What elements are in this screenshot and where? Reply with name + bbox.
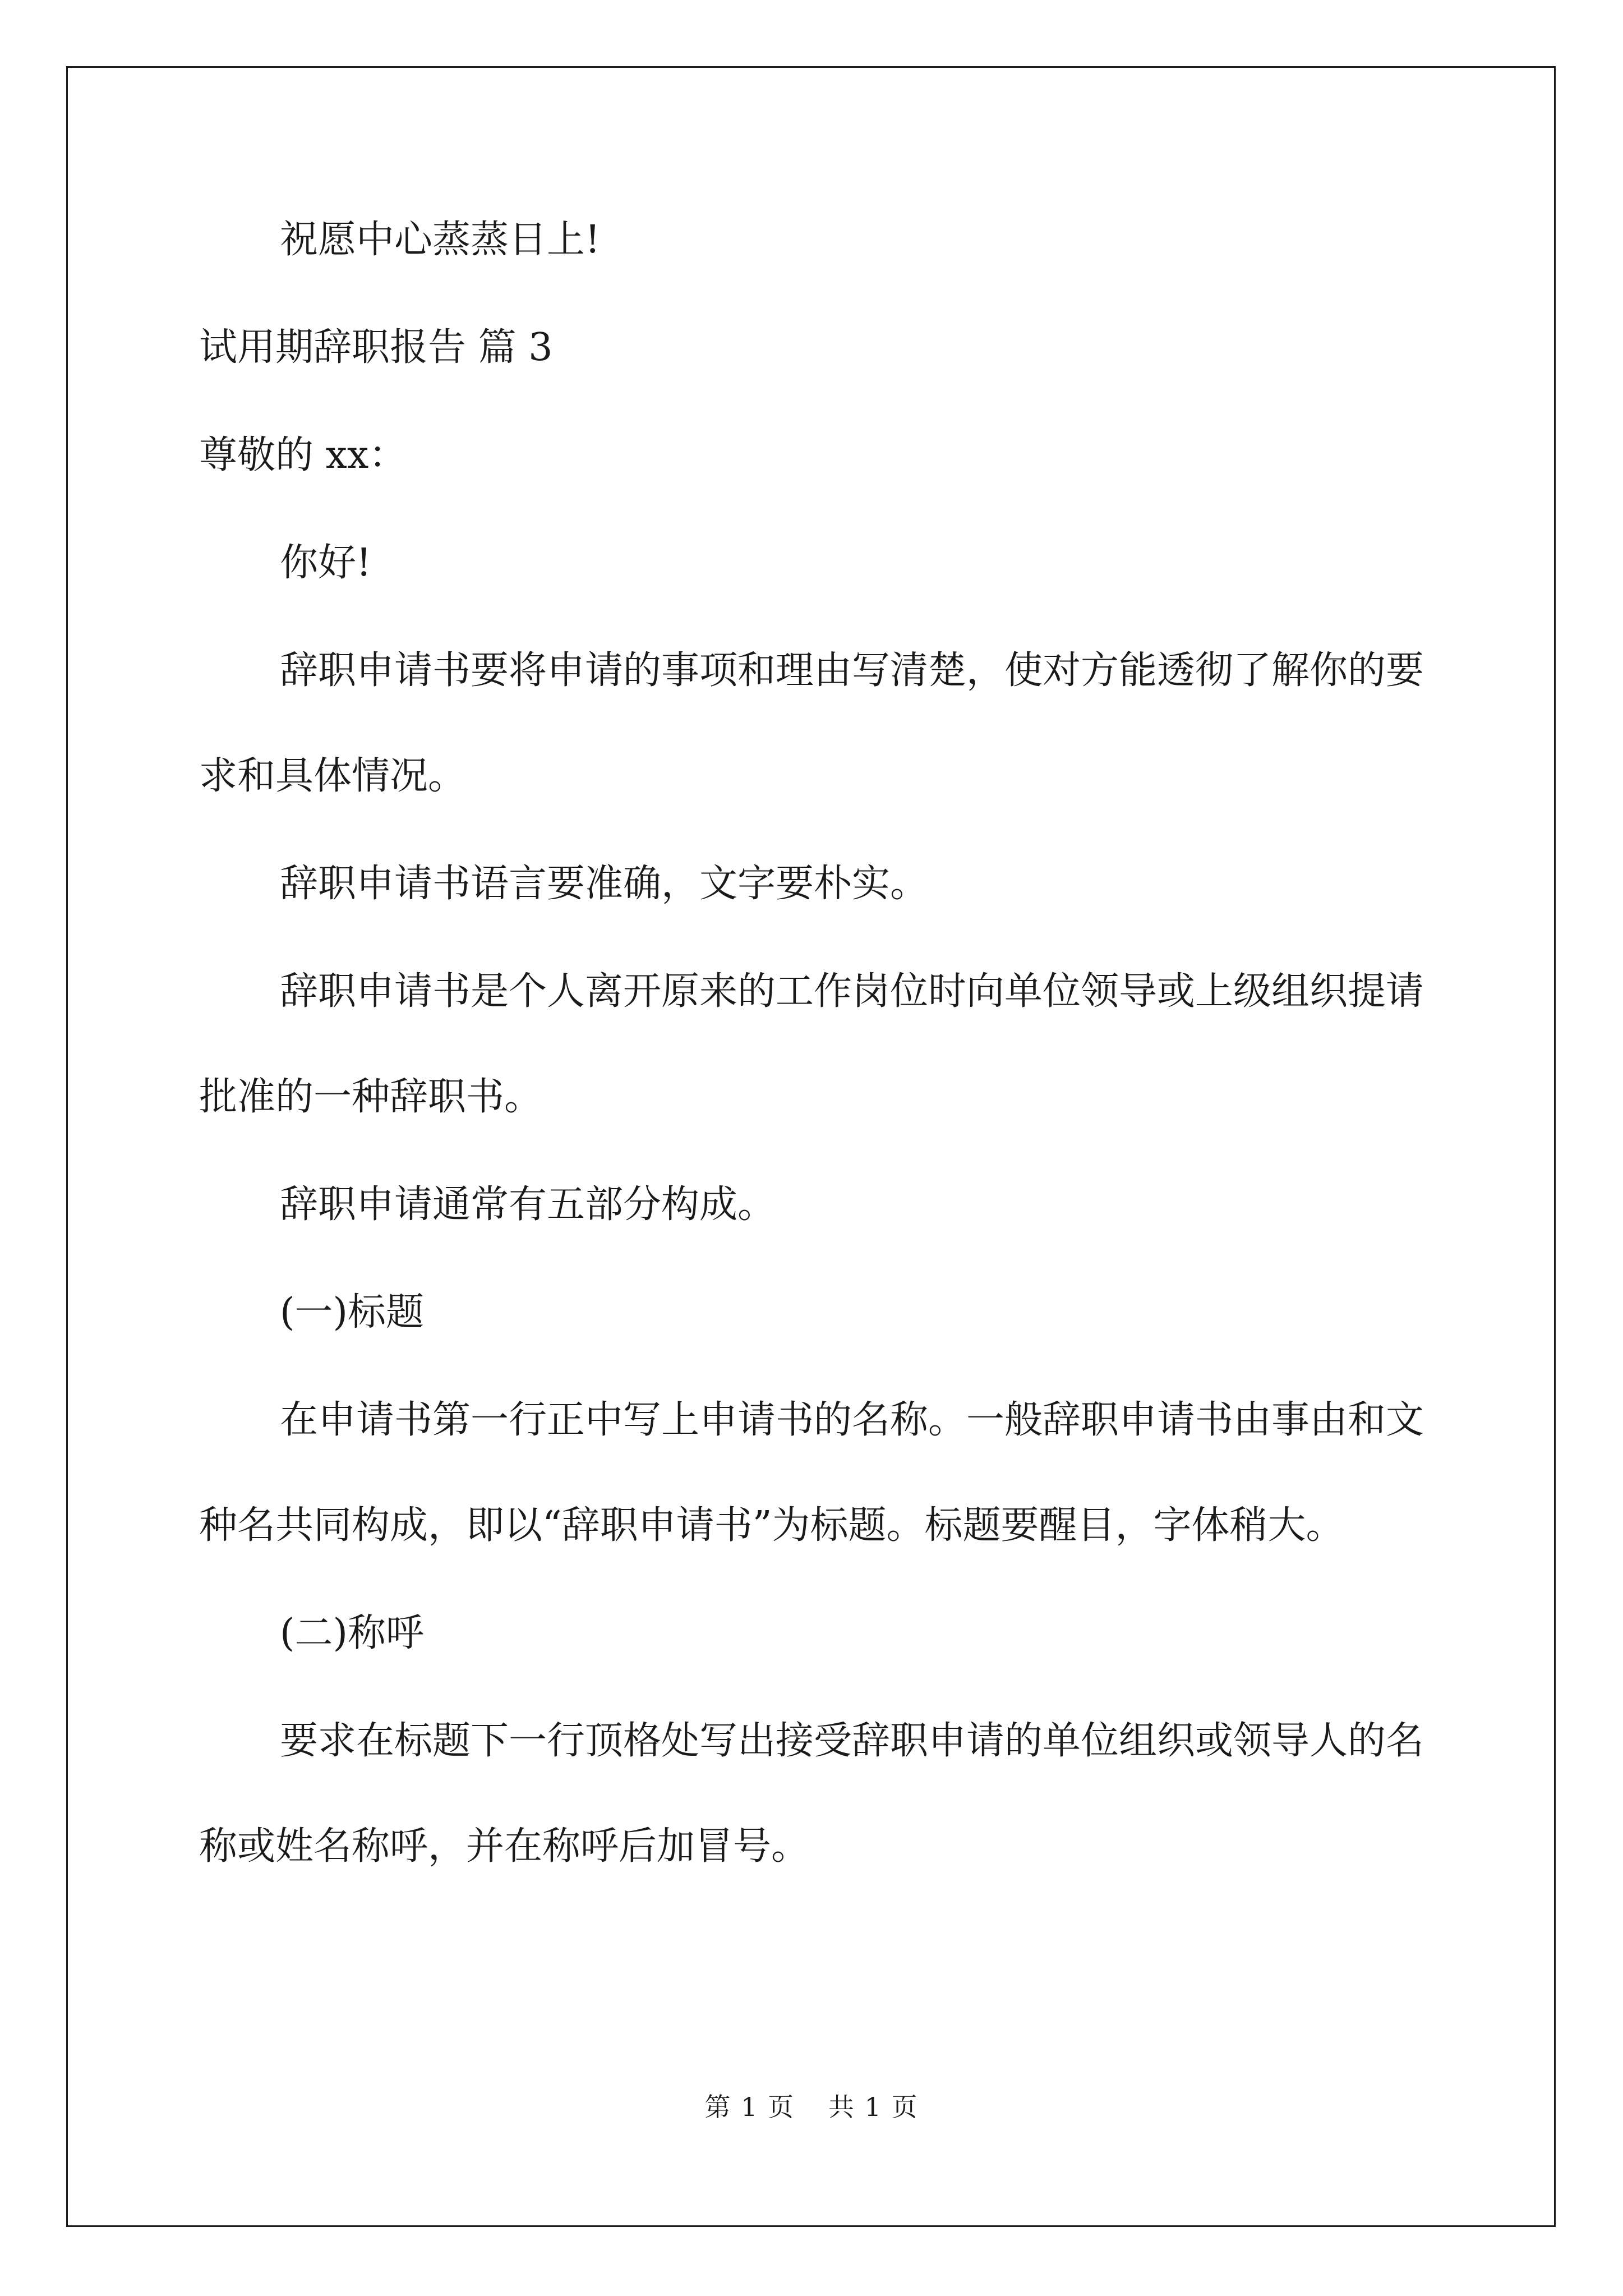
page-number: 第 1 页 bbox=[704, 2092, 795, 2122]
salutation: 尊敬的 xx： bbox=[199, 433, 407, 477]
heading-title-section: (一)标题 bbox=[280, 1290, 425, 1335]
heading-salutation-section: (二)称呼 bbox=[280, 1611, 425, 1655]
blessing-line: 祝愿中心蒸蒸日上! bbox=[280, 218, 601, 262]
page-total: 共 1 页 bbox=[828, 2092, 919, 2122]
document-body bbox=[199, 213, 1427, 1927]
paragraph-6: 要求在标题下一行顶格处写出接受辞职申请的单位组织或领导人的名称或姓名称呼，并在称呼后加冒号。 bbox=[199, 1719, 1424, 1869]
paragraph-5: 在申请书第一行正中写上申请书的名称。一般辞职申请书由事由和文种名共同构成，即以“辞职申请书”为标题。标题要醒目，字体稍大。 bbox=[199, 1398, 1424, 1548]
paragraph-3: 辞职申请书是个人离开原来的工作岗位时向单位领导或上级组织提请批准的一种辞职书。 bbox=[199, 969, 1424, 1119]
page-footer bbox=[0, 2087, 1623, 2124]
paragraph-4: 辞职申请通常有五部分构成。 bbox=[280, 1182, 776, 1227]
greeting: 你好! bbox=[280, 541, 372, 585]
paragraph-1: 辞职申请书要将申请的事项和理由写清楚，使对方能透彻了解你的要求和具体情况。 bbox=[199, 648, 1424, 798]
paragraph-2: 辞职申请书语言要准确，文字要朴实。 bbox=[280, 862, 929, 906]
section-title: 试用期辞职报告 篇 3 bbox=[199, 325, 553, 370]
